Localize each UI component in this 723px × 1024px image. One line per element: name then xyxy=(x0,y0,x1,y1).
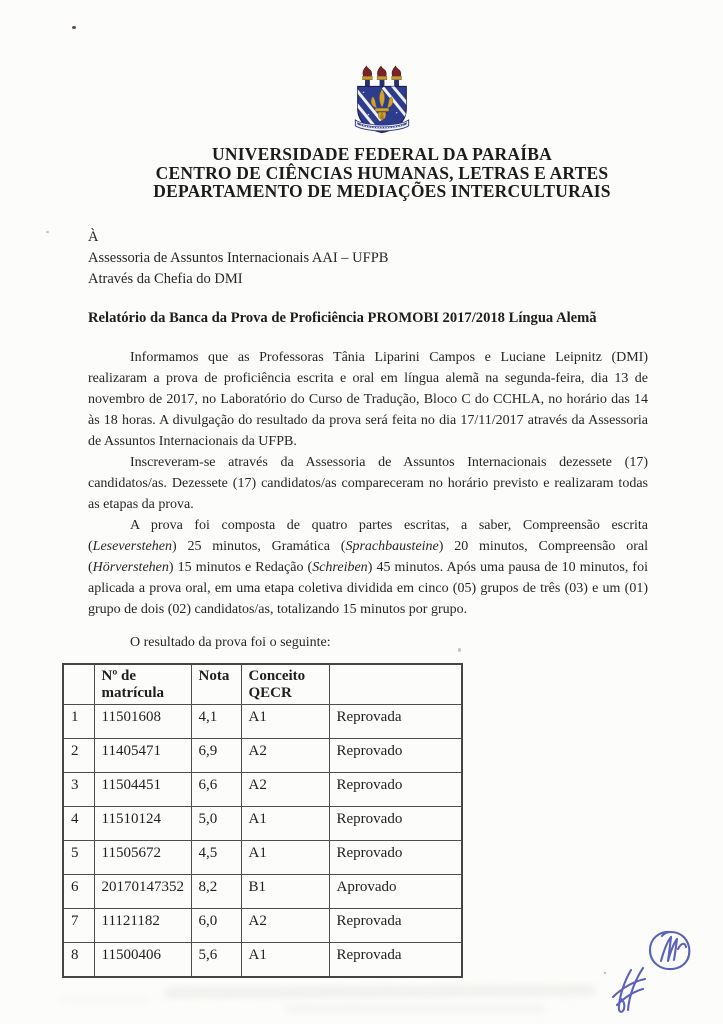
results-intro: O resultado da prova foi o seguinte: xyxy=(130,635,331,651)
cell-row-number: 1 xyxy=(63,705,94,739)
institution-line: DEPARTAMENTO DE MEDIAÇÕES INTERCULTURAIS xyxy=(153,181,611,202)
torch-cups-icon xyxy=(363,76,402,79)
cell-conceito: A1 xyxy=(241,807,329,841)
recipient-block xyxy=(88,227,648,290)
circled-monogram-signature-icon xyxy=(650,932,689,969)
recipient-line: Assessoria de Assuntos Internacionais AAI – UFPB xyxy=(88,250,389,267)
table-row xyxy=(63,875,462,909)
text-segment: ) 25 minutos, Gramática ( xyxy=(171,539,346,555)
cell-nota: 5,6 xyxy=(191,943,241,977)
cell-conceito: A1 xyxy=(241,943,329,977)
cell-row-number: 3 xyxy=(63,773,94,807)
cell-resultado: Reprovado xyxy=(329,773,462,807)
text-segment: A prova foi composta de quatro partes escritas, a saber, Compreensão escrita ( xyxy=(88,518,648,555)
cell-nota: 8,2 xyxy=(191,875,241,909)
table-row xyxy=(63,807,462,841)
cell-conceito: A2 xyxy=(241,773,329,807)
cell-matricula: 11505672 xyxy=(94,841,191,875)
text-segment: ) 20 minutos, Compreensão oral ( xyxy=(88,539,648,576)
cell-row-number: 7 xyxy=(63,909,94,943)
table-header-row xyxy=(63,664,462,705)
institution-line: CENTRO DE CIÊNCIAS HUMANAS, LETRAS E ARTES xyxy=(155,162,609,183)
scan-speck xyxy=(72,26,76,29)
table-row xyxy=(63,943,462,977)
cell-nota: 5,0 xyxy=(191,807,241,841)
cell-row-number: 6 xyxy=(63,875,94,909)
scan-smudge xyxy=(165,985,595,997)
text-segment: ) 45 minutos. Após uma pausa de 10 minutos, foi aplicada a prova oral, em uma etapa coletiva dividida em cinco (05) grupos de três (03) e um (01) grupo de dois (02) candidatos/as, totalizando 15 minutos por grupo. xyxy=(88,560,648,618)
cell-matricula: 20170147352 xyxy=(94,875,191,909)
letterhead xyxy=(88,64,648,143)
cell-matricula: 11405471 xyxy=(94,739,191,773)
cell-row-number: 5 xyxy=(63,841,94,875)
cell-resultado: Reprovado xyxy=(329,807,462,841)
cell-nota: 4,1 xyxy=(191,705,241,739)
cell-conceito: B1 xyxy=(241,875,329,909)
cell-row-number: 8 xyxy=(63,943,94,977)
cell-nota: 6,0 xyxy=(191,909,241,943)
scan-speck xyxy=(458,648,461,652)
results-table xyxy=(62,663,463,978)
paragraph-exam-structure xyxy=(88,515,648,620)
cell-matricula: 11510124 xyxy=(94,807,191,841)
table-row xyxy=(63,739,462,773)
header-matricula: Nº de matrícula xyxy=(94,664,191,705)
cell-resultado: Reprovada xyxy=(329,705,462,739)
table-row xyxy=(63,909,462,943)
german-term: Sprachbausteine xyxy=(345,539,439,555)
paragraph-exam-report: Informamos que as Professoras Tânia Liparini Campos e Luciane Leipnitz (DMI) realizaram a prova de proficiência escrita e oral em língua alemã na segunda-feira, dia 13 de novembro de 2017, no Laboratório do Curso de Tradução, Bloco C do CCHLA, no horário das 14 às 18 horas. A divulgação do resultado da prova será feita no dia 17/11/2017 através da Assessoria de Assuntos Internacionais da UFPB. xyxy=(88,350,648,450)
document-body xyxy=(88,347,648,653)
cell-resultado: Reprovado xyxy=(329,739,462,773)
cell-matricula: 11121182 xyxy=(94,909,191,943)
document-title: Relatório da Banca da Prova de Proficiência PROMOBI 2017/2018 Língua Alemã xyxy=(88,310,597,327)
scan-smudge xyxy=(60,997,150,1002)
ufpb-coat-of-arms-icon xyxy=(349,64,415,138)
paragraph-candidates: Inscreveram-se através da Assessoria de Assuntos Internacionais dezessete (17) candidatos/as. Dezessete (17) candidatos/as compareceram no horário previsto e realizaram todas as etapas da prova. xyxy=(88,455,648,513)
cell-conceito: A1 xyxy=(241,705,329,739)
german-term: Leseverstehen xyxy=(92,539,172,555)
table-row xyxy=(63,773,462,807)
header-nota: Nota xyxy=(191,664,241,705)
cell-matricula: 11504451 xyxy=(94,773,191,807)
scan-speck xyxy=(604,972,606,974)
institution-line: UNIVERSIDADE FEDERAL DA PARAÍBA xyxy=(212,144,552,164)
cell-resultado: Reprovada xyxy=(329,909,462,943)
cell-conceito: A1 xyxy=(241,841,329,875)
header-conceito: Conceito QECR xyxy=(241,664,329,705)
cell-conceito: A2 xyxy=(241,739,329,773)
handwritten-signatures xyxy=(601,918,711,1018)
cell-matricula: 11501608 xyxy=(94,705,191,739)
text-segment: ) 15 minutos e Redação ( xyxy=(168,560,313,576)
header-blank xyxy=(63,664,94,705)
table-row xyxy=(63,705,462,739)
cell-resultado: Aprovado xyxy=(329,875,462,909)
cell-resultado: Reprovada xyxy=(329,943,462,977)
german-term: Schreiben xyxy=(312,560,368,576)
torch-flames-icon xyxy=(363,66,401,77)
recipient-line: À xyxy=(88,229,99,246)
cell-row-number: 4 xyxy=(63,807,94,841)
table-row xyxy=(63,841,462,875)
cell-conceito: A2 xyxy=(241,909,329,943)
crossed-initials-signature-icon xyxy=(613,968,645,1012)
cell-resultado: Reprovado xyxy=(329,841,462,875)
cell-nota: 6,6 xyxy=(191,773,241,807)
recipient-line: Através da Chefia do DMI xyxy=(88,271,243,288)
cell-row-number: 2 xyxy=(63,739,94,773)
cell-matricula: 11500406 xyxy=(94,943,191,977)
cell-nota: 6,9 xyxy=(191,739,241,773)
cell-nota: 4,5 xyxy=(191,841,241,875)
german-term: Hörverstehen xyxy=(92,560,169,576)
institution-header xyxy=(102,145,662,201)
scan-smudge xyxy=(285,1006,545,1012)
header-blank xyxy=(329,664,462,705)
scan-speck xyxy=(46,231,49,233)
